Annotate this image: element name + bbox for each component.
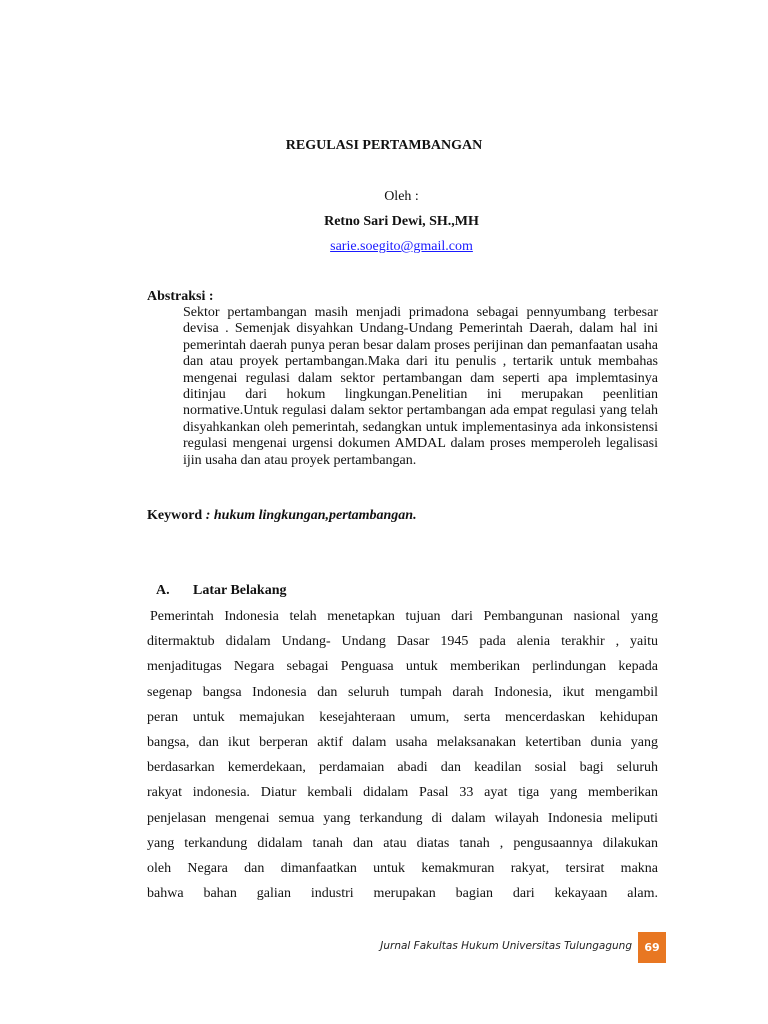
paragraph-line: rakyat indonesia. Diatur kembali didalam Pasal 33 ayat tiga yang memberikan [147,785,658,801]
author-email [0,239,768,255]
section-title: Latar Belakang [193,583,287,598]
author-name: Retno Sari Dewi, SH.,MH [324,214,479,229]
section-number: A. [156,583,170,598]
paragraph-line: Pemerintah Indonesia telah menetapkan tujuan dari Pembangunan nasional yang [150,609,658,624]
paragraph-line: bahwa bahan galian industri merupakan bagian dari kekayaan alam. [147,886,658,902]
email-link[interactable]: sarie.soegito@gmail.com [330,239,473,254]
by-label: Oleh : [384,189,419,204]
keyword-value: : hukum lingkungan,pertambangan. [205,508,417,523]
paragraph-line: segenap bangsa Indonesia dan seluruh tumpah darah Indonesia, ikut mengambil [147,684,658,700]
paragraph-line: bangsa, dan ikut berperan aktif dalam usaha melaksanakan ketertiban dunia yang [147,734,658,750]
page-number-badge: 69 [638,932,666,963]
body-paragraph [147,604,658,906]
paragraph-line: oleh Negara dan dimanfaatkan untuk kemakmuran rakyat, tersirat makna [147,860,658,876]
paper-title: REGULASI PERTAMBANGAN [285,138,483,153]
paragraph-line: ditermaktub didalam Undang- Undang Dasar 1945 pada alenia terakhir , yaitu [147,634,658,650]
paragraph-line: menjaditugas Negara sebagai Penguasa untuk memberikan perlindungan kepada [147,659,658,675]
section-heading [156,583,286,599]
abstract-text: Sektor pertambangan masih menjadi primadona sebagai pennyumbang terbesar devisa . Semenjak disyahkan Undang-Undang Pemerintah Daerah, dalam hal ini pemerintah daerah punya peran besar dalam proses perijinan dan pemanfaatan usaha dan atau proyek pertambangan.Maka dari itu penulis , tertarik untuk membahas mengenai regulasi dalam sektor pertambangan dam seperti apa implemtasinya ditinjau dari hokum lingkungan.Penelitian ini merupakan peenlitian normative.Untuk regulasi dalam sektor pertambangan ada empat regulasi yang telah disyahkankan oleh pemerintah, sedangkan untuk implementasinya ada inkonsistensi regulasi mengenai urgensi dokumen AMDAL dalam proses memperoleh legalisasi ijin usaha dan atau proyek pertambangan. [183,305,658,468]
paragraph-line: berdasarkan kemerdekaan, perdamaian abadi dan keadilan sosial bagi seluruh [147,760,658,776]
keywords [147,508,417,524]
paragraph-line: yang terkandung didalam tanah dan atau diatas tanah , pengusaannya dilakukan [147,835,658,851]
journal-footer: Jurnal Fakultas Hukum Universitas Tulungagung [380,940,632,952]
abstract-heading: Abstraksi : [147,289,214,304]
paragraph-line: peran untuk memajukan kesejahteraan umum, serta mencerdaskan kehidupan [147,709,658,725]
keyword-label: Keyword [147,508,203,523]
paragraph-line: penjelasan mengenai semua yang terkandung di dalam wilayah Indonesia meliputi [147,810,658,826]
